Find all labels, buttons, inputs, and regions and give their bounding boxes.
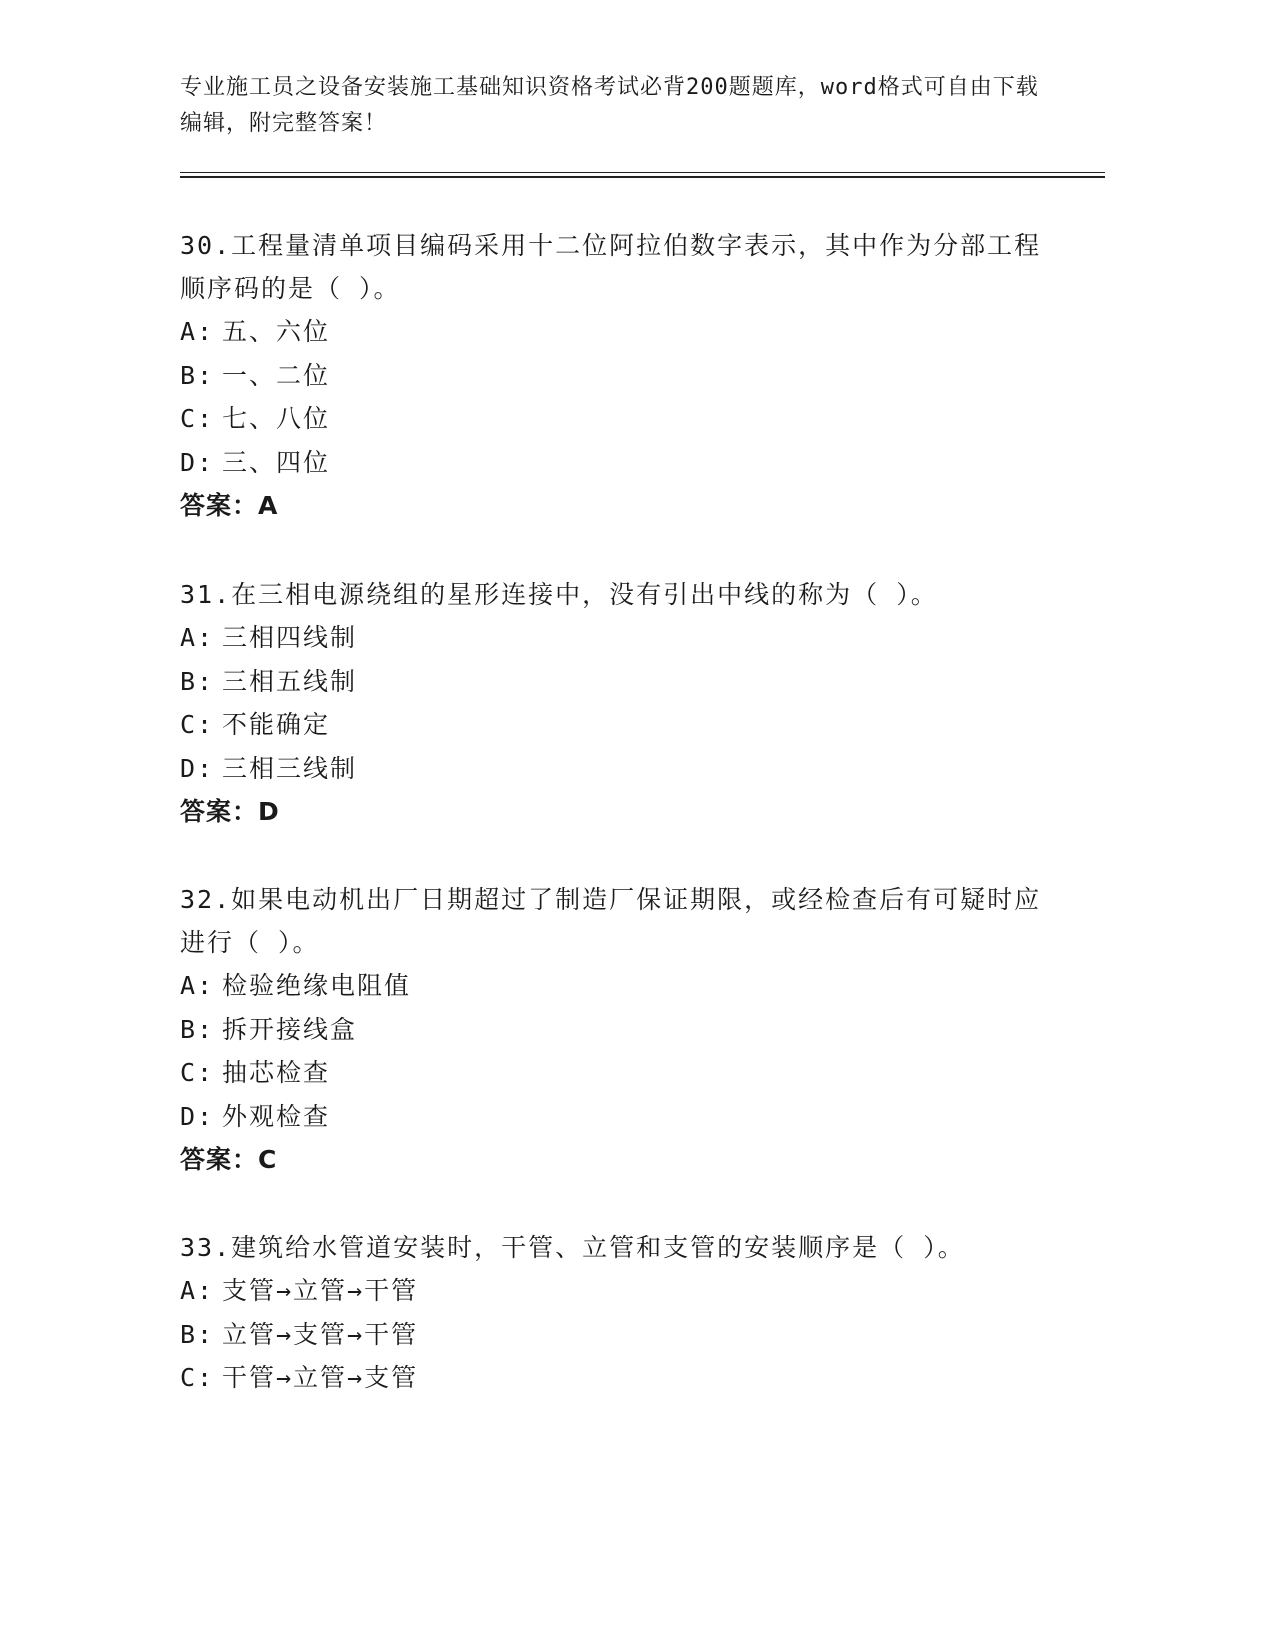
answer-label: 答案：C [180,1145,278,1174]
option-c [180,1051,1060,1095]
option-text: 抽芯检查 [222,1058,331,1087]
option-letter: C: [180,1058,215,1087]
question-stem: 32.如果电动机出厂日期超过了制造厂保证期限，或经检查后有可疑时应进行（ ）。 [180,885,1042,957]
question-stem: 31.在三相电源绕组的星形连接中，没有引出中线的称为（ ）。 [180,580,938,609]
option-text: 支管→立管→干管 [222,1276,419,1305]
option-a [180,964,1060,1008]
option-letter: D: [180,753,215,783]
option-text: 不能确定 [222,710,331,739]
option-text: 拆开接线盒 [222,1014,358,1044]
option-letter: A: [180,317,215,346]
option-d [180,1095,1060,1139]
option-letter: D: [180,1101,215,1131]
answer-label: 答案：D [180,797,280,826]
option-letter: C: [180,1363,215,1392]
option-letter: C: [180,710,215,739]
option-b [180,354,1060,398]
question-33 [180,1226,1060,1400]
option-c [180,397,1060,441]
option-a [180,310,1060,354]
option-letter: A: [180,623,215,652]
option-letter: A: [180,971,215,1000]
question-stem: 30.工程量清单项目编码采用十二位阿拉伯数字表示，其中作为分部工程顺序码的是（ ）。 [180,231,1042,303]
option-d [180,441,1060,485]
option-letter: B: [180,1319,215,1349]
question-32 [180,878,1060,1182]
option-text: 干管→立管→支管 [222,1363,419,1392]
option-text: 七、八位 [222,404,331,433]
option-text: 检验绝缘电阻值 [222,971,412,1000]
option-b [180,660,1060,704]
question-30 [180,224,1060,528]
header-divider-thick [180,176,1105,178]
option-letter: C: [180,404,215,433]
document-header [180,70,1060,142]
header-divider-thin [180,172,1105,173]
option-c [180,1356,1060,1400]
option-letter: B: [180,360,215,390]
option-a [180,1269,1060,1313]
header-text: 专业施工员之设备安装施工基础知识资格考试必背200题题库，word格式可自由下载编辑，附完整答案！ [180,75,1039,136]
option-d [180,747,1060,791]
option-text: 外观检查 [222,1101,331,1131]
option-letter: A: [180,1276,215,1305]
option-text: 三相五线制 [222,666,358,696]
option-b [180,1008,1060,1052]
option-text: 三相四线制 [222,623,358,652]
question-31 [180,573,1060,834]
option-letter: D: [180,447,215,477]
option-text: 一、二位 [222,360,331,390]
option-text: 立管→支管→干管 [222,1319,419,1349]
option-letter: B: [180,666,215,696]
option-c [180,703,1060,747]
option-a [180,616,1060,660]
option-b [180,1313,1060,1357]
option-letter: B: [180,1014,215,1044]
answer-label: 答案：A [180,491,279,520]
option-text: 三、四位 [222,447,331,477]
option-text: 三相三线制 [222,753,358,783]
option-text: 五、六位 [222,317,331,346]
question-stem: 33.建筑给水管道安装时，干管、立管和支管的安装顺序是（ ）。 [180,1233,965,1262]
